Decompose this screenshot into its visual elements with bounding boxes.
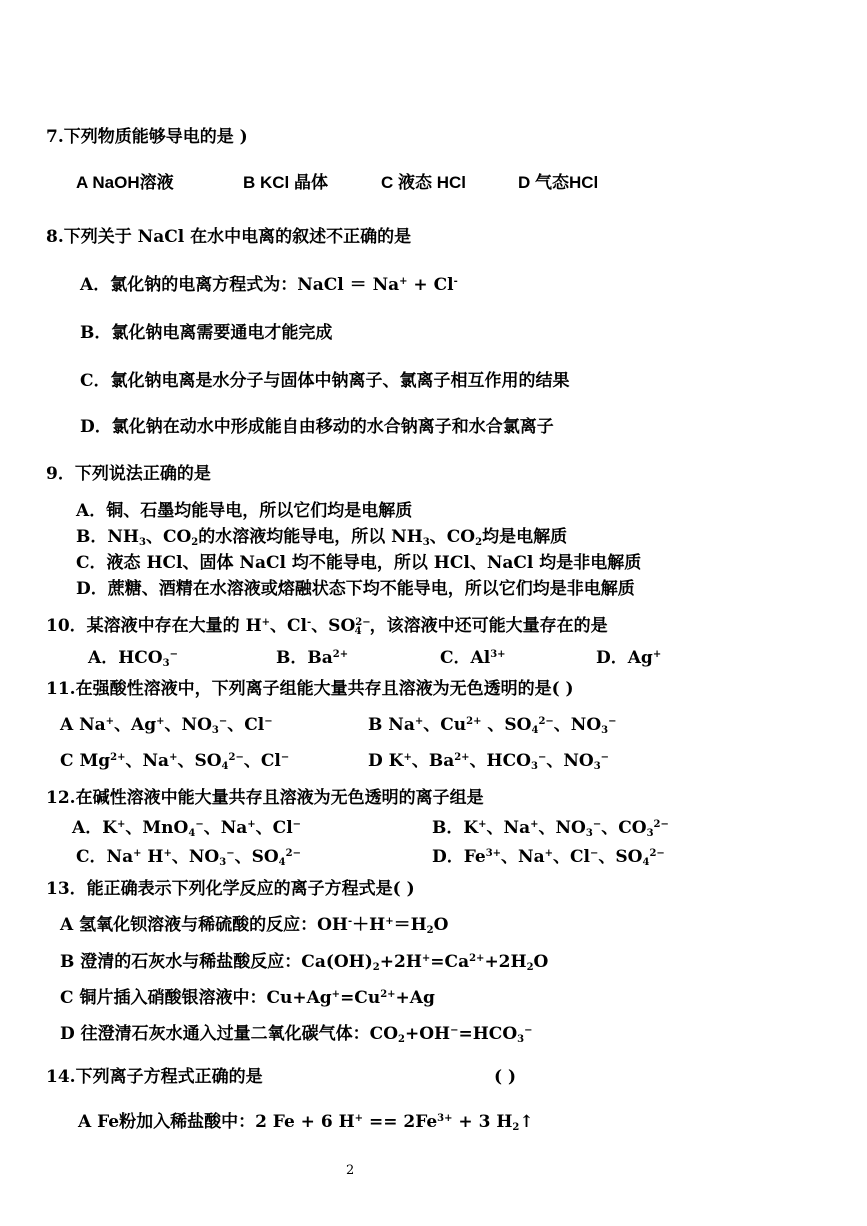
- q10-option-c: C．$Al^{3+}$: [440, 648, 506, 668]
- q11-option-c: C $Mg^{2+}$、Na+、$SO_4^{2-}$、Cl−: [60, 751, 290, 772]
- q9-option-c: C．液态 HCl、固体 NaCl 均不能导电，所以 HCl、NaCl 均是非电解质: [76, 553, 642, 573]
- q12-option-a: A．K+、MnO$_4$−、Na+、Cl−: [72, 818, 302, 839]
- q7-option-d: D 气态HCl: [518, 173, 599, 192]
- q7-option-b: B KCl 晶体: [243, 173, 328, 192]
- q9-stem: 9．下列说法正确的是: [46, 464, 211, 484]
- q7-stem: 7.下列物质能够导电的是 ): [46, 127, 248, 147]
- page-number: 2: [346, 1163, 355, 1178]
- q12-option-d: D．$Fe^{3+}$、Na+、Cl−、$SO_4^{2-}$: [432, 847, 665, 868]
- q13-option-d: D 往澄清石灰水通入过量二氧化碳气体：$CO_2+OH^-=HCO_3^-$: [60, 1024, 533, 1045]
- q8-option-d: D．氯化钠在动水中形成能自由移动的水合钠离子和水合氯离子: [80, 417, 554, 437]
- q14-option-a: A Fe粉加入稀盐酸中：2 Fe + 6 $H^+ == 2Fe^{3+} + 3$ $H_2↑$: [78, 1112, 534, 1133]
- q10-option-b: B．$Ba^{2+}$: [276, 648, 349, 668]
- q9-option-a: A．铜、石墨均能导电，所以它们均是电解质: [76, 501, 413, 521]
- q13-stem: 13．能正确表示下列化学反应的离子方程式是( ): [46, 879, 415, 899]
- q12-option-c: C．Na+ H+、$NO_3^-$、$SO_4^{2-}$: [76, 847, 301, 868]
- q9-option-d: D．蔗糖、酒精在水溶液或熔融状态下均不能导电，所以它们均是非电解质: [76, 579, 635, 599]
- q9-option-b: B．$NH_3$、$CO_2$的水溶液均能导电，所以 $NH_3$、$CO_2$均是电解质: [76, 527, 568, 548]
- q13-option-b: B 澄清的石灰水与稀盐酸反应：$Ca(OH)_2+2H^+=Ca^{2+}+2H_2O$: [60, 952, 549, 973]
- q14-stem: 14.下列离子方程式正确的是: [46, 1067, 263, 1087]
- q8-option-b: B．氯化钠电离需要通电才能完成: [80, 323, 333, 343]
- q8-stem: 8.下列关于 NaCl 在水中电离的叙述不正确的是: [46, 227, 412, 247]
- q7-option-c: C 液态 HCl: [381, 173, 466, 192]
- q12-option-b: B．K+、Na+、$NO_3^-$、$CO_3^{2-}$: [432, 818, 669, 839]
- q13-option-a: A 氢氧化钡溶液与稀硫酸的反应：$OH^-+H^+=H_2O$: [60, 915, 449, 936]
- q11-stem: 11.在强酸性溶液中，下列离子组能大量共存且溶液为无色透明的是( ): [46, 679, 574, 699]
- q13-option-c: C 铜片插入硝酸银溶液中：$Cu+Ag^+=Cu^{2+}+Ag$: [60, 988, 435, 1008]
- q14-answer-paren: ( ): [494, 1067, 517, 1087]
- q10-option-a: A．$HCO_3^-$: [88, 648, 178, 669]
- q8-option-a: A．氯化钠的电离方程式为：NaCl ＝ Na+ + Cl-: [80, 275, 458, 295]
- q11-option-a: A Na+、Ag+、$NO_3^-$、Cl−: [60, 715, 273, 736]
- q10-option-d: D．Ag+: [596, 648, 662, 668]
- q12-stem: 12.在碱性溶液中能大量共存且溶液为无色透明的离子组是: [46, 788, 484, 808]
- q11-option-b: B Na+、$Cu^{2+}$ 、$SO_4^{2-}$、$NO_3^-$: [368, 715, 617, 736]
- q8-option-c: C．氯化钠电离是水分子与固体中钠离子、氯离子相互作用的结果: [80, 371, 570, 391]
- q10-stem: 10．某溶液中存在大量的 H+、Cl-、$SO^{2-}_4$ ，该溶液中还可能大量存在的是: [46, 616, 608, 637]
- q7-option-a: A NaOH溶液: [76, 173, 174, 192]
- q11-option-d: D K+、$Ba^{2+}$、$HCO_3^-$、$NO_3^-$: [368, 751, 610, 772]
